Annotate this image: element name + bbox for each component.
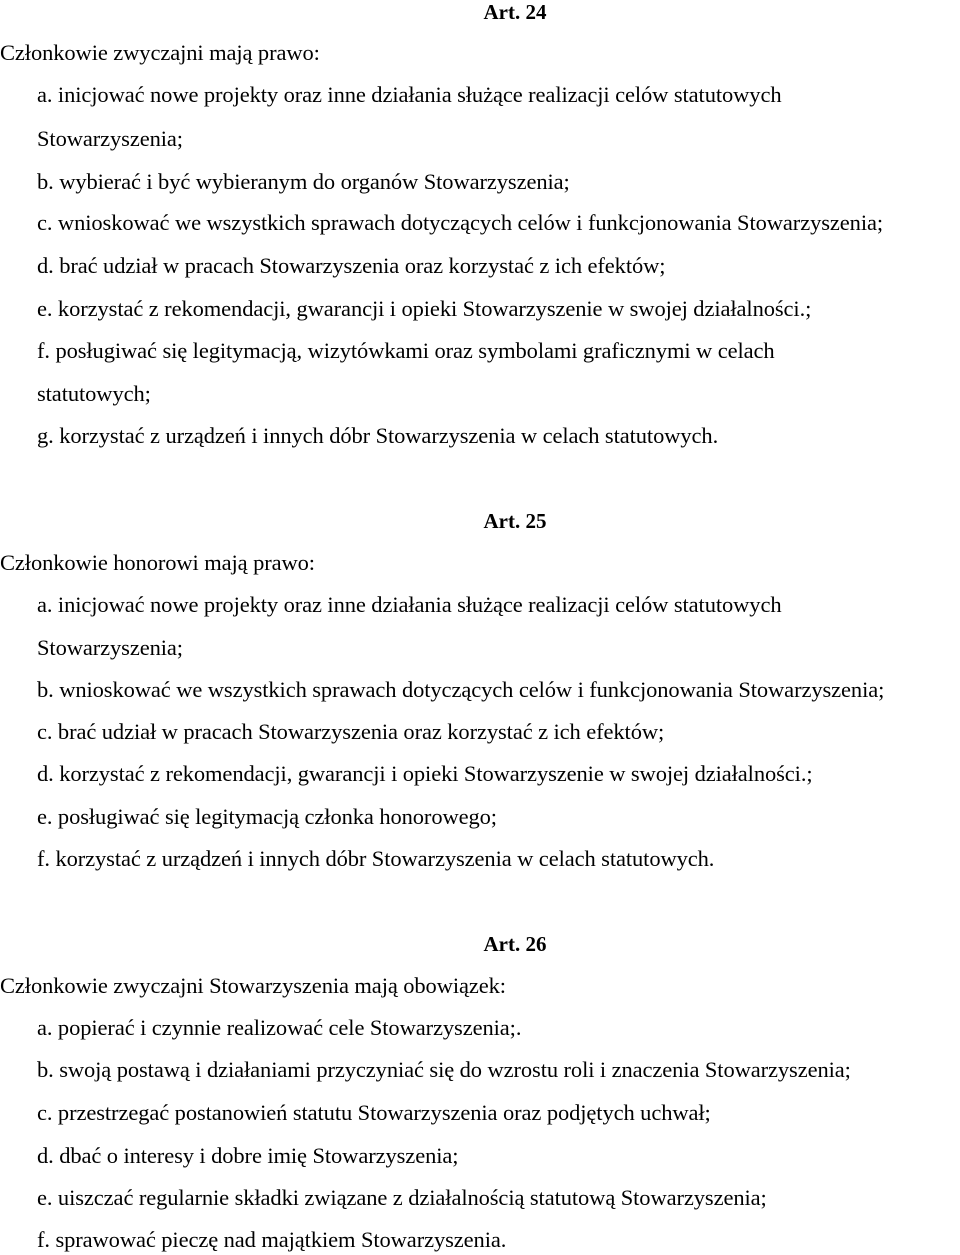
art-25-item-a: a. inicjować nowe projekty oraz inne działania służące realizacji celów statutowych <box>37 592 782 617</box>
art-24-item-c: c. wnioskować we wszystkich sprawach dotyczących celów i funkcjonowania Stowarzyszenia; <box>37 210 884 235</box>
art-24-item-b: b. wybierać i być wybieranym do organów Stowarzyszenia; <box>37 169 570 194</box>
art-26-item-d: d. dbać o interesy i dobre imię Stowarzyszenia; <box>37 1143 459 1168</box>
art-25-item-c: c. brać udział w pracach Stowarzyszenia oraz korzystać z ich efektów; <box>37 719 665 744</box>
art-24-item-f: f. posługiwać się legitymacją, wizytówkami oraz symbolami graficznymi w celach <box>37 338 775 363</box>
art-24-item-f-cont: statutowych; <box>37 381 151 406</box>
art-25-item-a-cont: Stowarzyszenia; <box>37 635 183 660</box>
art-25-item-f: f. korzystać z urządzeń i innych dóbr Stowarzyszenia w celach statutowych. <box>37 846 715 871</box>
art-25-heading: Art. 25 <box>483 509 547 533</box>
art-26-item-b: b. swoją postawą i działaniami przyczyniać się do wzrostu roli i znaczenia Stowarzyszenia; <box>37 1057 851 1082</box>
art-26-item-c: c. przestrzegać postanowień statutu Stowarzyszenia oraz podjętych uchwał; <box>37 1100 711 1125</box>
art-24-intro: Członkowie zwyczajni mają prawo: <box>0 40 320 65</box>
art-26-item-a: a. popierać i czynnie realizować cele Stowarzyszenia;. <box>37 1015 522 1040</box>
art-25-item-e: e. posługiwać się legitymacją członka honorowego; <box>37 804 497 829</box>
art-25-intro: Członkowie honorowi mają prawo: <box>0 550 315 575</box>
art-25-item-d: d. korzystać z rekomendacji, gwarancji i opieki Stowarzyszenie w swojej działalności.; <box>37 761 813 786</box>
art-24-heading: Art. 24 <box>483 0 547 24</box>
art-24-item-a: a. inicjować nowe projekty oraz inne działania służące realizacji celów statutowych <box>37 82 782 107</box>
art-26-intro: Członkowie zwyczajni Stowarzyszenia mają obowiązek: <box>0 973 506 998</box>
art-24-item-d: d. brać udział w pracach Stowarzyszenia oraz korzystać z ich efektów; <box>37 253 666 278</box>
art-25-item-b: b. wnioskować we wszystkich sprawach dotyczących celów i funkcjonowania Stowarzyszenia; <box>37 677 885 702</box>
art-26-item-f: f. sprawować pieczę nad majątkiem Stowarzyszenia. <box>37 1227 507 1252</box>
art-24-item-g: g. korzystać z urządzeń i innych dóbr Stowarzyszenia w celach statutowych. <box>37 423 719 448</box>
art-26-item-e: e. uiszczać regularnie składki związane z działalnością statutową Stowarzyszenia; <box>37 1185 767 1210</box>
art-24-item-a-cont: Stowarzyszenia; <box>37 126 183 151</box>
art-24-item-e: e. korzystać z rekomendacji, gwarancji i opieki Stowarzyszenie w swojej działalności.; <box>37 296 812 321</box>
art-26-heading: Art. 26 <box>483 932 547 956</box>
